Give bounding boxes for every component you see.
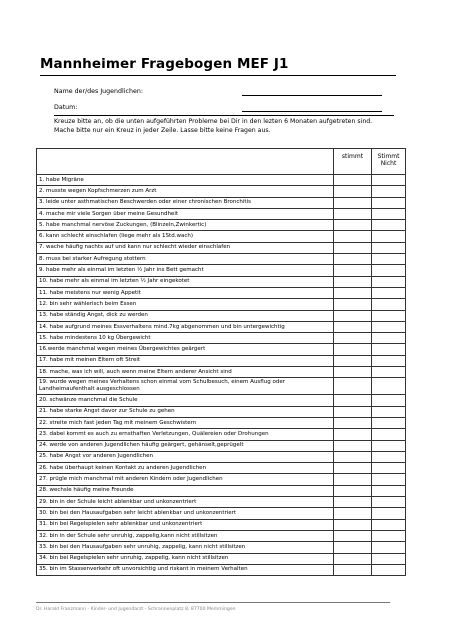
question-text: 17. habe mit meinen Eltern oft Streit	[37, 355, 334, 366]
answer-cell-stimmt-nicht[interactable]	[372, 310, 406, 321]
date-field[interactable]	[242, 111, 382, 112]
table-row	[37, 440, 406, 451]
question-text: 32. bin in der Schule sehr unruhig, zappelig,kann nicht stillsitzen	[37, 530, 334, 541]
table-row	[37, 276, 406, 287]
answer-cell-stimmt-nicht[interactable]	[372, 485, 406, 496]
answer-cell-stimmt[interactable]	[334, 406, 372, 417]
header-stimmt: stimmt	[334, 149, 372, 175]
table-row	[37, 265, 406, 276]
table-row	[37, 497, 406, 508]
header-blank	[37, 149, 334, 175]
question-text: 4. mache mir viele Sorgen über meine Gesundheit	[37, 208, 334, 219]
question-text: 24. werde von anderen Jugendlichen häufig geärgert, gehänselt,geprügelt	[37, 440, 334, 451]
answer-cell-stimmt-nicht[interactable]	[372, 530, 406, 541]
answer-cell-stimmt[interactable]	[334, 175, 372, 186]
question-text: 8. muss bei starker Aufregung stottern	[37, 254, 334, 265]
table-row	[37, 542, 406, 553]
page-title: Mannheimer Fragebogen MEF J1	[40, 56, 289, 72]
answer-cell-stimmt[interactable]	[334, 530, 372, 541]
answer-cell-stimmt[interactable]	[334, 197, 372, 208]
answer-cell-stimmt-nicht[interactable]	[372, 333, 406, 344]
question-text: 2. musste wegen Kopfschmerzen zum Arzt	[37, 186, 334, 197]
answer-cell-stimmt[interactable]	[334, 321, 372, 332]
title-underline	[40, 75, 396, 76]
question-text: 30. bin bei den Hausaufgaben sehr leicht ablenkbar und unkonzentriert	[37, 508, 334, 519]
table-row	[37, 321, 406, 332]
table-row	[37, 429, 406, 440]
answer-cell-stimmt-nicht[interactable]	[372, 321, 406, 332]
question-text: 10. habe mehr als einmal im letzten ½ Jahr eingekotet	[37, 276, 334, 287]
answer-cell-stimmt-nicht[interactable]	[372, 378, 406, 395]
answer-cell-stimmt[interactable]	[334, 208, 372, 219]
answer-cell-stimmt-nicht[interactable]	[372, 287, 406, 298]
answer-cell-stimmt-nicht[interactable]	[372, 231, 406, 242]
table-row	[37, 406, 406, 417]
table-row	[37, 254, 406, 265]
table-row	[37, 287, 406, 298]
table-row	[37, 367, 406, 378]
table-row	[37, 344, 406, 355]
question-text: 22. streite mich fast jeden Tag mit meinem Geschwistern	[37, 417, 334, 428]
table-row	[37, 519, 406, 530]
table-row	[37, 175, 406, 186]
question-text: 15. habe mindestens 10 kg Übergewicht	[37, 333, 334, 344]
answer-cell-stimmt-nicht[interactable]	[372, 344, 406, 355]
question-text: 26. habe überhaupt keinen Kontakt zu anderen Jugendlichen	[37, 463, 334, 474]
table-row	[37, 474, 406, 485]
table-row	[37, 186, 406, 197]
answer-cell-stimmt[interactable]	[334, 542, 372, 553]
table-row	[37, 395, 406, 406]
answer-cell-stimmt-nicht[interactable]	[372, 429, 406, 440]
answer-cell-stimmt-nicht[interactable]	[372, 208, 406, 219]
question-text: 6. kann schlecht einschlafen (liege mehr als 1Std.wach)	[37, 231, 334, 242]
question-text: 5. habe manchmal nervöse Zuckungen, (Blinzeln,Zwinkertic)	[37, 220, 334, 231]
question-text: 25. habe Angst vor anderen Jugendlichen	[37, 451, 334, 462]
answer-cell-stimmt[interactable]	[334, 440, 372, 451]
answer-cell-stimmt-nicht[interactable]	[372, 474, 406, 485]
answer-cell-stimmt-nicht[interactable]	[372, 508, 406, 519]
answer-cell-stimmt[interactable]	[334, 287, 372, 298]
date-label: Datum:	[54, 104, 78, 111]
answer-cell-stimmt[interactable]	[334, 367, 372, 378]
table-row	[37, 564, 406, 575]
answer-cell-stimmt[interactable]	[334, 474, 372, 485]
answer-cell-stimmt[interactable]	[334, 378, 372, 395]
question-text: 11. habe meistens nur wenig Appetit	[37, 287, 334, 298]
question-text: 34. bin bei Regelspielen sehr unruhig, zappelig, kann nicht stillsitzen	[37, 553, 334, 564]
header-stimmt-nicht: Stimmt Nicht	[372, 149, 406, 175]
answer-cell-stimmt-nicht[interactable]	[372, 355, 406, 366]
question-text: 35. bin im Stassenverkehr oft unvorsichtig und riskant in meinem Verhalten	[37, 564, 334, 575]
question-text: 13. habe ständig Angst, dick zu werden	[37, 310, 334, 321]
answer-cell-stimmt-nicht[interactable]	[372, 417, 406, 428]
answer-cell-stimmt-nicht[interactable]	[372, 242, 406, 253]
question-text: 19. wurde wegen meines Verhaltens schon einmal vom Schulbesuch, einem Ausflug oder Landheimaufenthalt ausgeschlossen	[37, 378, 334, 395]
answer-cell-stimmt-nicht[interactable]	[372, 497, 406, 508]
instructions-top-rule	[54, 115, 394, 116]
answer-cell-stimmt[interactable]	[334, 429, 372, 440]
answer-cell-stimmt[interactable]	[334, 355, 372, 366]
table-row	[37, 378, 406, 395]
answer-cell-stimmt-nicht[interactable]	[372, 451, 406, 462]
answer-cell-stimmt[interactable]	[334, 254, 372, 265]
answer-cell-stimmt[interactable]	[334, 463, 372, 474]
table-row	[37, 299, 406, 310]
question-text: 28. wechsle häufig meine Freunde	[37, 485, 334, 496]
table-header	[37, 149, 406, 175]
answer-cell-stimmt-nicht[interactable]	[372, 440, 406, 451]
answer-cell-stimmt[interactable]	[334, 310, 372, 321]
answer-cell-stimmt-nicht[interactable]	[372, 197, 406, 208]
answer-cell-stimmt-nicht[interactable]	[372, 463, 406, 474]
table-row	[37, 197, 406, 208]
answer-cell-stimmt-nicht[interactable]	[372, 265, 406, 276]
answer-cell-stimmt-nicht[interactable]	[372, 395, 406, 406]
answer-cell-stimmt[interactable]	[334, 417, 372, 428]
answer-cell-stimmt[interactable]	[334, 564, 372, 575]
answer-cell-stimmt[interactable]	[334, 333, 372, 344]
answer-cell-stimmt[interactable]	[334, 553, 372, 564]
answer-cell-stimmt[interactable]	[334, 265, 372, 276]
question-text: 27. prügle mich manchmal mit anderen Kindern oder Jugendlichen	[37, 474, 334, 485]
question-text: 21. habe starke Angst davor zur Schule zu gehen	[37, 406, 334, 417]
table-row	[37, 530, 406, 541]
answer-cell-stimmt-nicht[interactable]	[372, 519, 406, 530]
question-text: 33. bin bei den Hausaufgaben sehr unruhig, zappelig, kann nicht stillsitzen	[37, 542, 334, 553]
answer-cell-stimmt-nicht[interactable]	[372, 299, 406, 310]
table-row	[37, 417, 406, 428]
answer-cell-stimmt[interactable]	[334, 497, 372, 508]
questionnaire-table	[36, 148, 406, 576]
question-text: 1. habe Migräne	[37, 175, 334, 186]
answer-cell-stimmt[interactable]	[334, 485, 372, 496]
instructions-text: Kreuze bitte an, ob die unten aufgeführten Probleme bei Dir in den lezten 6 Monaten aufgetreten sind. Mache bitte nur ein Kreuz in jeder Zeile. Lasse bitte keine Fragen aus.	[54, 118, 373, 134]
question-text: 18. mache, was ich will, auch wenn meine Eltern anderer Ansicht sind	[37, 367, 334, 378]
answer-cell-stimmt-nicht[interactable]	[372, 367, 406, 378]
question-text: 7. wache häufig nachts auf und kann nur schlecht wieder einschlafen	[37, 242, 334, 253]
question-text: 12. bin sehr wählerisch beim Essen	[37, 299, 334, 310]
question-text: 20. schwänze manchmal die Schule	[37, 395, 334, 406]
question-text: 23. dabei kommt es auch zu ernsthaften Verletzungen, Quälereien oder Drohungen	[37, 429, 334, 440]
answer-cell-stimmt[interactable]	[334, 451, 372, 462]
table-row	[37, 208, 406, 219]
answer-cell-stimmt-nicht[interactable]	[372, 186, 406, 197]
question-text: 9. habe mehr als einmal im letzten ½ Jahr ins Bett gemacht	[37, 265, 334, 276]
answer-cell-stimmt-nicht[interactable]	[372, 276, 406, 287]
table-row	[37, 553, 406, 564]
table-row	[37, 310, 406, 321]
name-label: Name der/des Jugendlichen:	[54, 88, 143, 95]
question-text: 31. bin bei Regelspielen sehr ablenkbar und unkonzentriert	[37, 519, 334, 530]
table-row	[37, 508, 406, 519]
answer-cell-stimmt[interactable]	[334, 231, 372, 242]
table-row	[37, 485, 406, 496]
answer-cell-stimmt[interactable]	[334, 276, 372, 287]
footer-text: Dr. Harald Franzmann - Kinder- und Jugendarzt - Schrannenplatz 8, 87700 Memmingen	[36, 607, 236, 612]
name-field[interactable]	[242, 95, 382, 96]
answer-cell-stimmt[interactable]	[334, 299, 372, 310]
table-row	[37, 220, 406, 231]
table-row	[37, 333, 406, 344]
footer-rule	[36, 602, 390, 603]
answer-cell-stimmt-nicht[interactable]	[372, 175, 406, 186]
answer-cell-stimmt[interactable]	[334, 508, 372, 519]
answer-cell-stimmt-nicht[interactable]	[372, 553, 406, 564]
answer-cell-stimmt[interactable]	[334, 344, 372, 355]
answer-cell-stimmt-nicht[interactable]	[372, 564, 406, 575]
table-row	[37, 463, 406, 474]
answer-cell-stimmt[interactable]	[334, 186, 372, 197]
table-row	[37, 231, 406, 242]
answer-cell-stimmt[interactable]	[334, 220, 372, 231]
answer-cell-stimmt-nicht[interactable]	[372, 220, 406, 231]
question-text: 16.werde manchmal wegen meines Übergewichtes geärgert	[37, 344, 334, 355]
answer-cell-stimmt-nicht[interactable]	[372, 254, 406, 265]
answer-cell-stimmt[interactable]	[334, 242, 372, 253]
question-text: 29. bin in der Schule leicht ablenkbar und unkonzentriert	[37, 497, 334, 508]
table-row	[37, 242, 406, 253]
answer-cell-stimmt-nicht[interactable]	[372, 542, 406, 553]
table-row	[37, 451, 406, 462]
question-text: 3. leide unter asthmatischen Beschwerden oder einer chronischen Bronchitis	[37, 197, 334, 208]
question-text: 14. habe aufgrund meines Essverhaltens mind.7kg abgenommen und bin untergewichtig	[37, 321, 334, 332]
answer-cell-stimmt[interactable]	[334, 395, 372, 406]
answer-cell-stimmt[interactable]	[334, 519, 372, 530]
answer-cell-stimmt-nicht[interactable]	[372, 406, 406, 417]
table-row	[37, 355, 406, 366]
